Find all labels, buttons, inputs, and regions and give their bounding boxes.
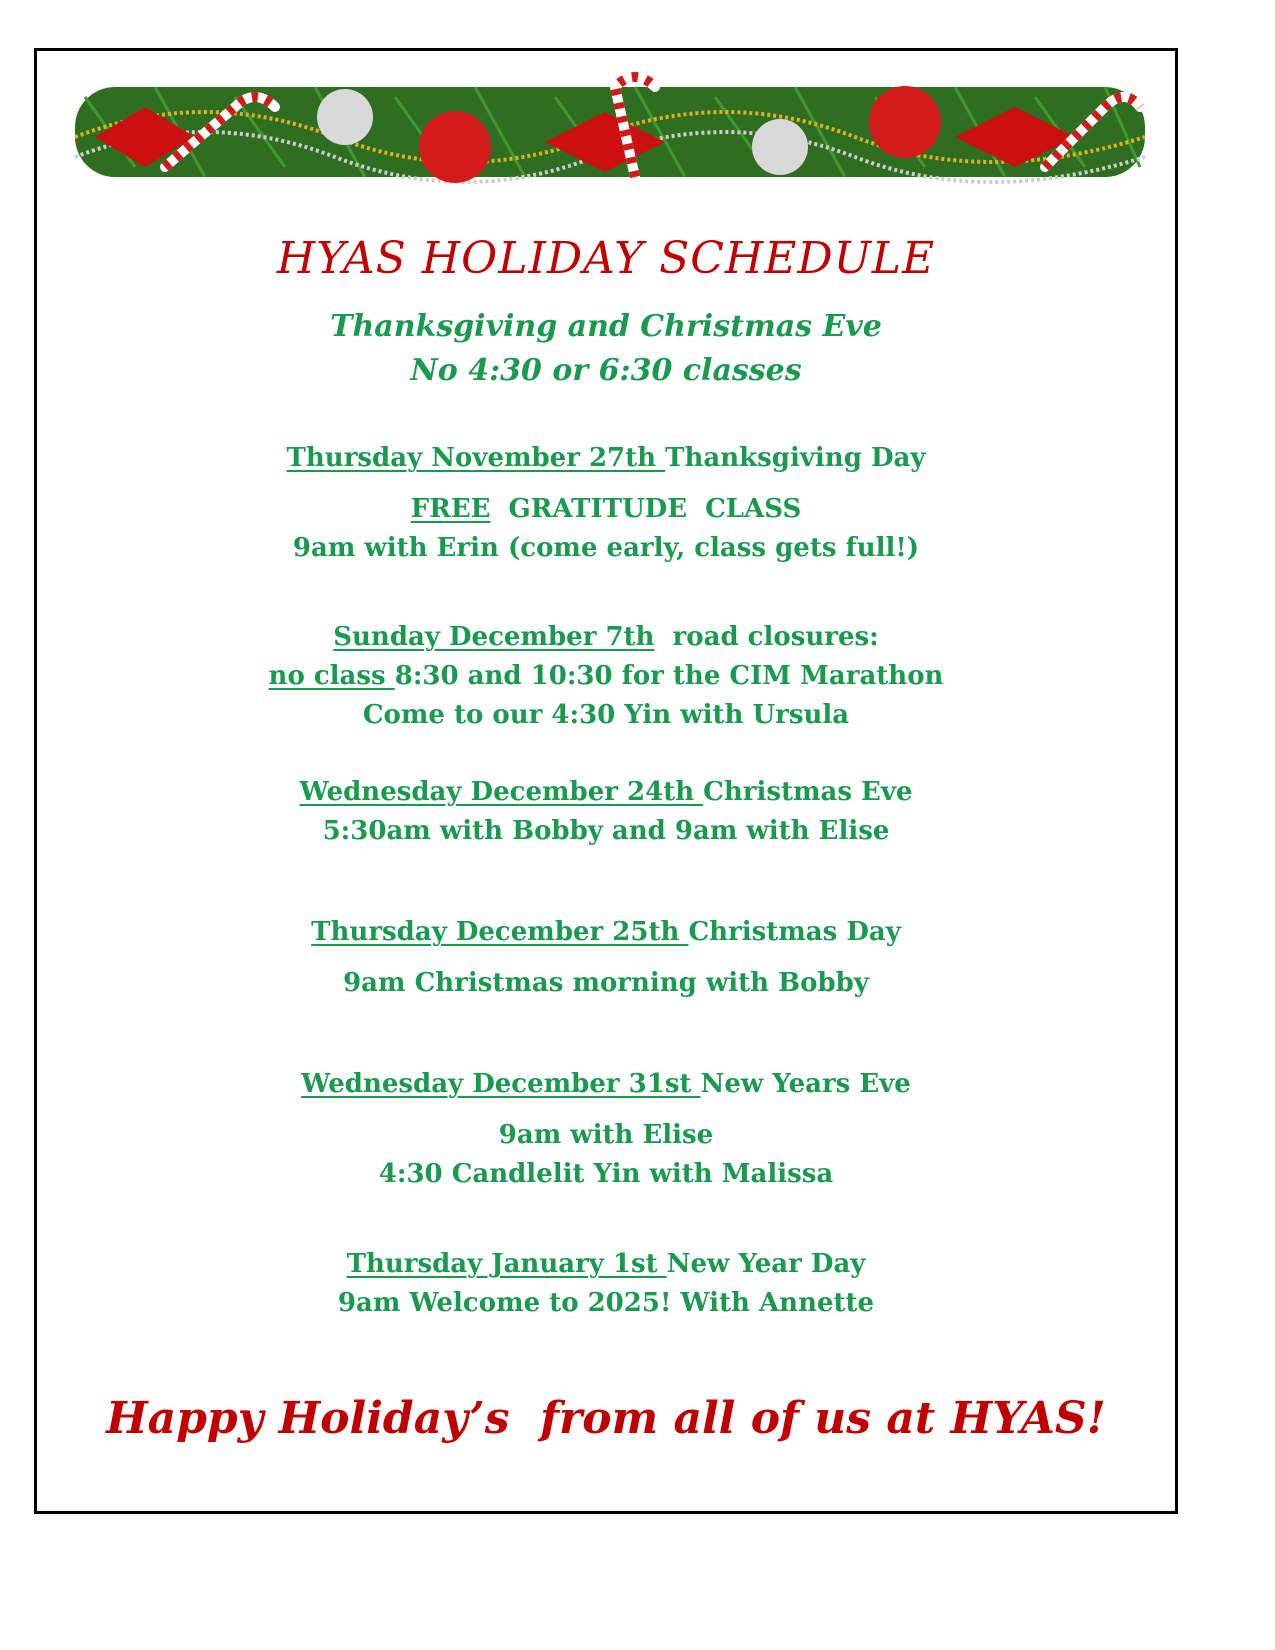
entry-detail-2: 4:30 Candlelit Yin with Malissa <box>378 1159 834 1189</box>
entry-detail: 9am with Erin (come early, class gets full!) <box>292 533 920 563</box>
entry-holiday: New Years Eve <box>700 1069 911 1099</box>
subtitle-line-1: Thanksgiving and Christmas Eve <box>330 309 882 344</box>
christmas-garland-image <box>75 67 1145 197</box>
subtitle-line-2: No 4:30 or 6:30 classes <box>410 353 802 388</box>
page-title: HYAS HOLIDAY SCHEDULE <box>276 233 936 284</box>
flyer-frame <box>34 48 1178 1514</box>
entry-holiday: Christmas Day <box>688 917 901 947</box>
entry-detail: Come to our 4:30 Yin with Ursula <box>362 700 850 730</box>
entry-thanksgiving-heading <box>37 443 1175 473</box>
entry-date: Wednesday December 31st <box>301 1069 701 1099</box>
entry-date: Sunday December 7th <box>333 622 655 652</box>
entry-holiday: Thanksgiving Day <box>665 443 926 473</box>
entry-thanksgiving-class <box>37 494 1175 524</box>
footer-greeting: Happy Holiday’s from all of us at HYAS! <box>106 1393 1106 1444</box>
entry-date: Thursday December 25th <box>311 917 689 947</box>
entry-detail: 9am Welcome to 2025! With Annette <box>337 1288 875 1318</box>
entry-date: Thursday January 1st <box>346 1249 667 1279</box>
class-name: GRATITUDE CLASS <box>490 494 802 524</box>
free-label: FREE <box>410 494 491 524</box>
entry-christmas-eve-heading <box>37 777 1175 807</box>
entry-new-years-eve-heading <box>37 1069 1175 1099</box>
no-class-label: no class <box>268 661 395 691</box>
no-class-detail: 8:30 and 10:30 for the CIM Marathon <box>394 661 944 691</box>
entry-christmas-day-heading <box>37 917 1175 947</box>
entry-detail: 9am with Elise <box>498 1120 714 1150</box>
entry-sunday-heading <box>37 622 1175 652</box>
entry-date: Wednesday December 24th <box>299 777 704 807</box>
entry-holiday: Christmas Eve <box>703 777 913 807</box>
entry-note: road closures: <box>654 622 879 652</box>
entry-detail: 5:30am with Bobby and 9am with Elise <box>322 816 890 846</box>
entry-detail: 9am Christmas morning with Bobby <box>343 968 869 998</box>
entry-new-year-day-heading <box>37 1249 1175 1279</box>
entry-holiday: New Year Day <box>666 1249 866 1279</box>
entry-date: Thursday November 27th <box>286 443 666 473</box>
entry-no-class-line <box>37 661 1175 691</box>
